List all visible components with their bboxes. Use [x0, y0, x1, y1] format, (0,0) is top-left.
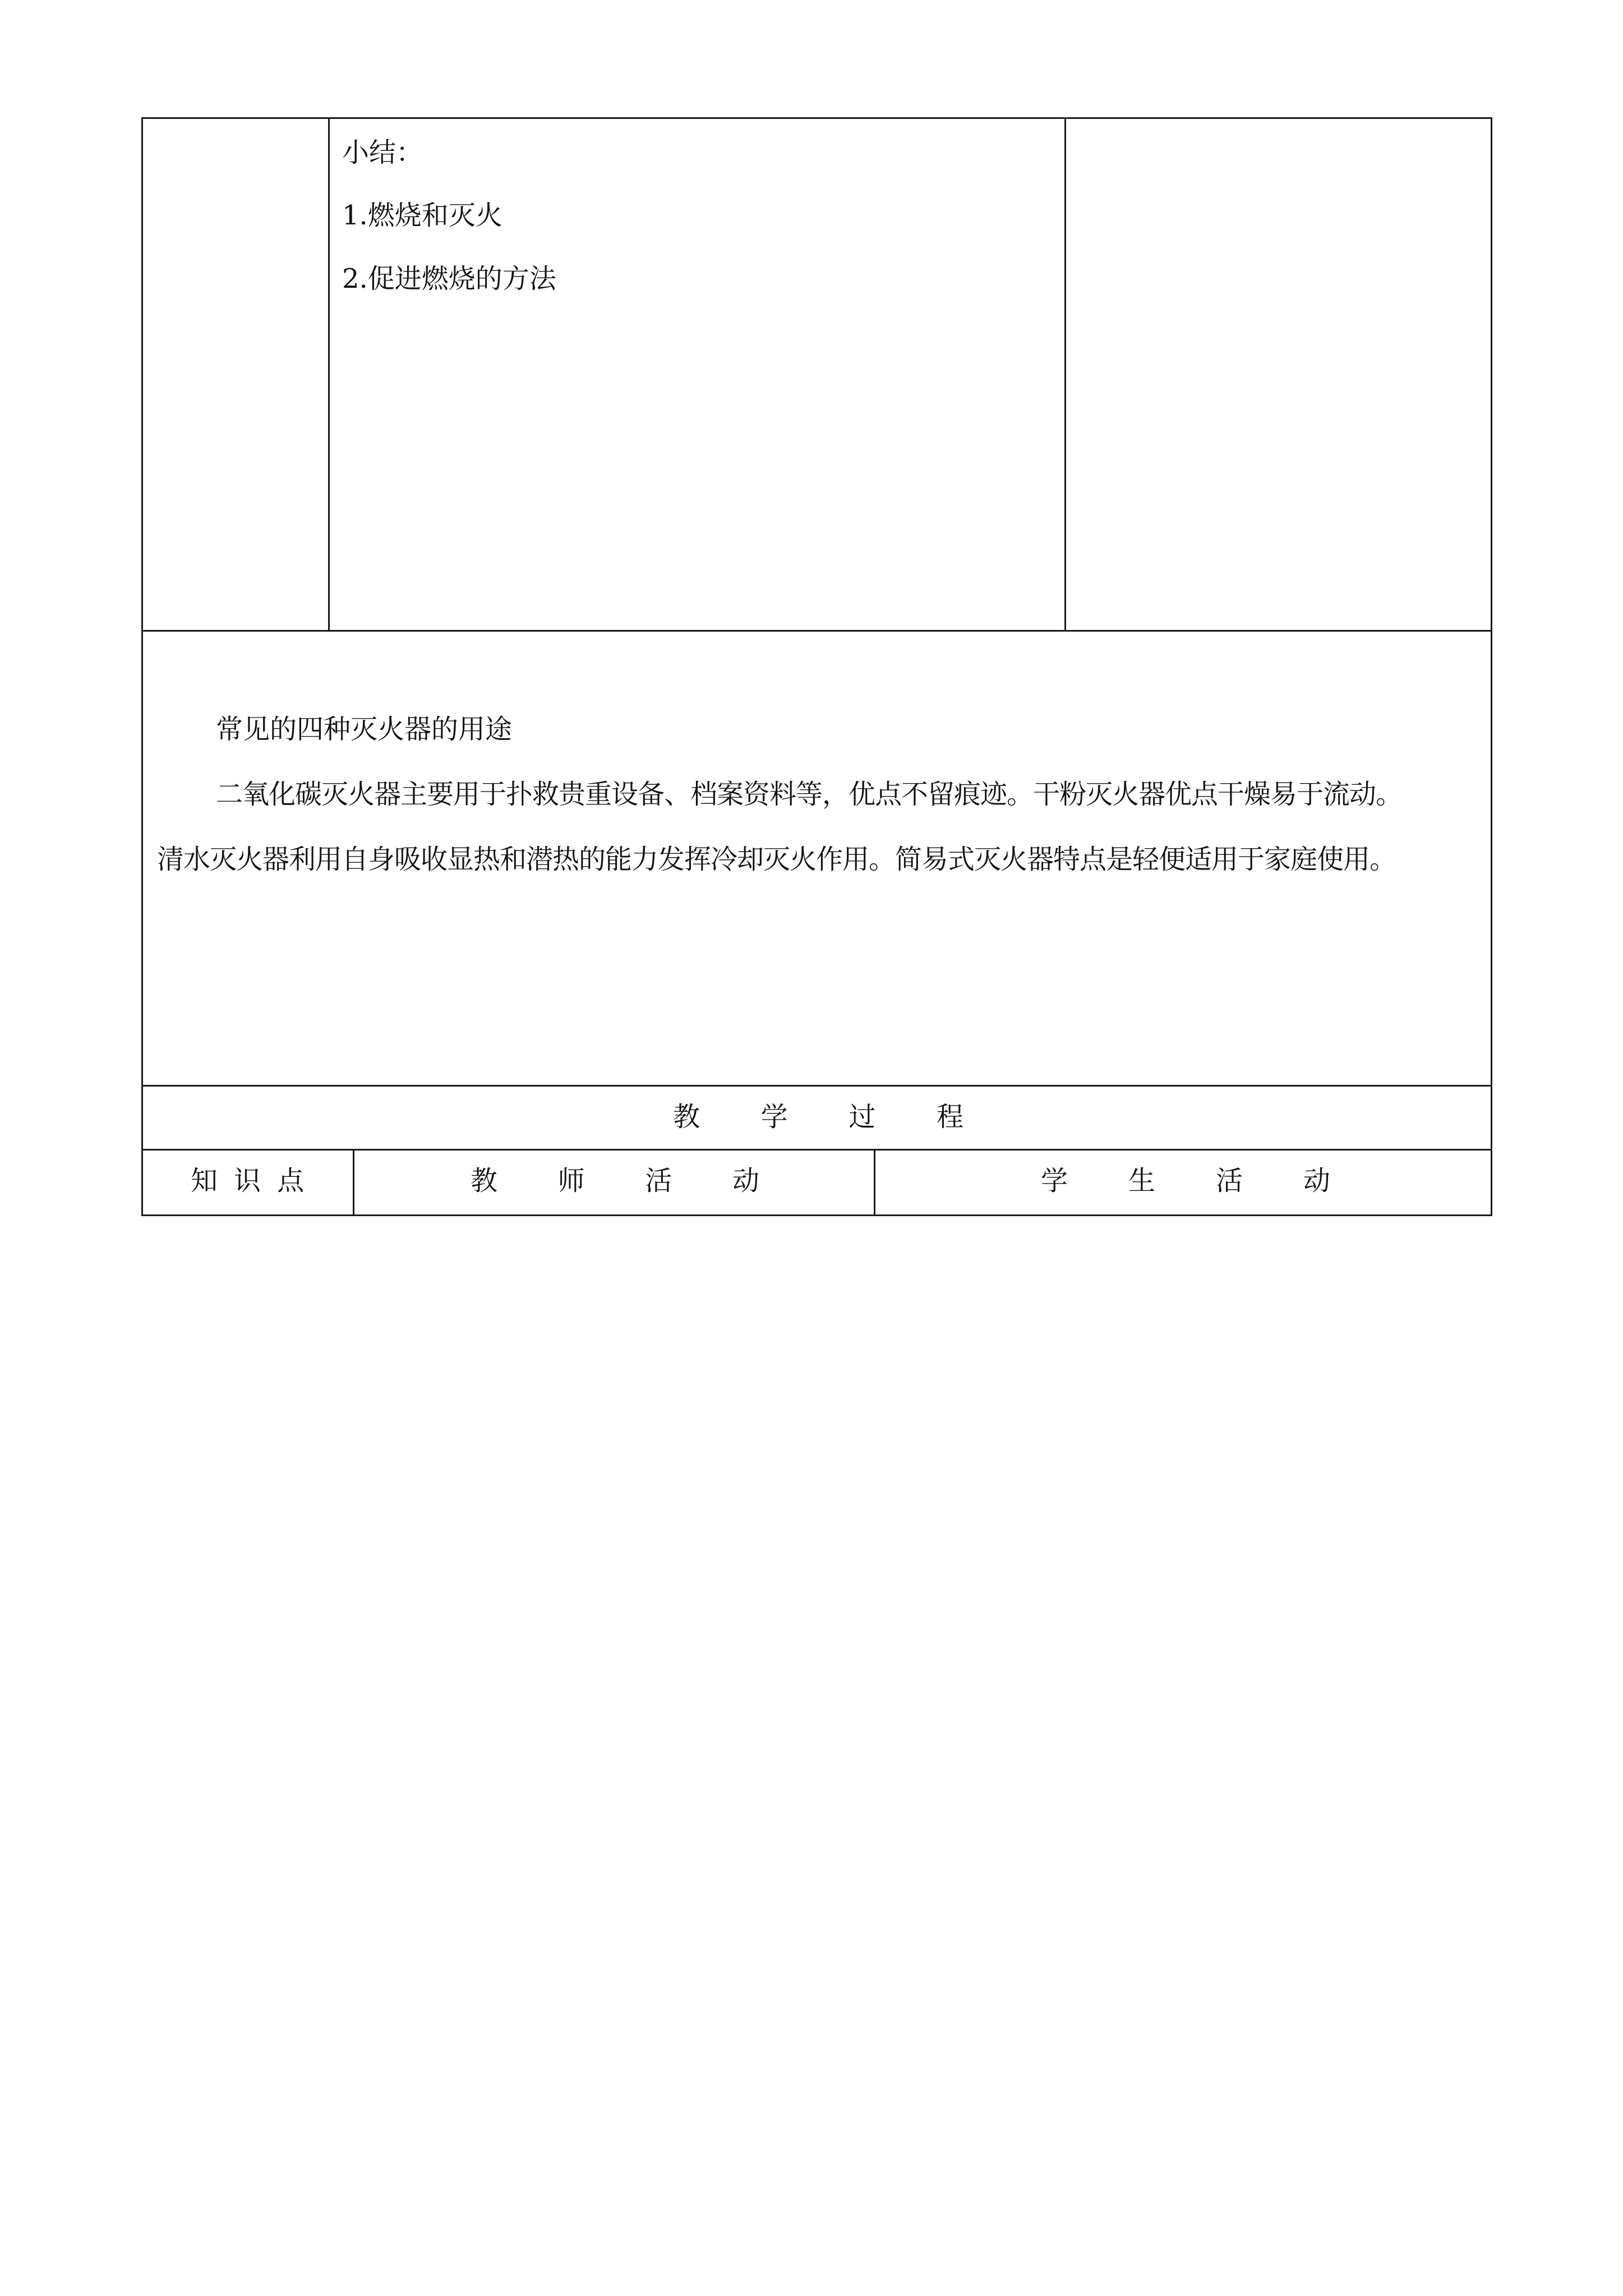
- extension-body-line-1: 二氧化碳灭火器主要用于扑救贵重设备、档案资料等，优点不留痕迹。干粉灭火器优点干燥易于流动。: [216, 779, 1403, 810]
- student-char-2: 生: [1128, 1165, 1155, 1197]
- process-border-middle: [141, 1149, 1492, 1151]
- process-col-divider-1: [353, 1149, 354, 1216]
- knowledge-char-3: 点: [276, 1165, 304, 1197]
- table-border-right: [1491, 117, 1492, 632]
- table-border-row1-bottom: [141, 630, 1492, 632]
- column-header-student: [1041, 1165, 1330, 1197]
- knowledge-char-1: 知: [191, 1165, 218, 1197]
- teacher-char-2: 师: [557, 1165, 585, 1197]
- column-header-knowledge: [191, 1165, 304, 1197]
- summary-item-2: 2.促进燃烧的方法: [342, 263, 556, 295]
- teacher-char-1: 教: [471, 1165, 498, 1197]
- process-border-bottom: [141, 1214, 1492, 1216]
- process-border-left: [141, 1085, 143, 1216]
- extension-title: 常见的四种灭火器的用途: [216, 714, 513, 745]
- table-col-divider-1: [328, 117, 330, 632]
- extension-border-left: [141, 630, 143, 1087]
- student-char-1: 学: [1041, 1165, 1068, 1197]
- knowledge-char-2: 识: [233, 1165, 261, 1197]
- process-title-char-4: 程: [936, 1101, 963, 1133]
- table-col-divider-2: [1064, 117, 1066, 632]
- process-title-char-3: 过: [849, 1101, 876, 1133]
- process-title-char-1: 教: [673, 1101, 700, 1133]
- process-border-right: [1491, 1085, 1492, 1216]
- teacher-char-4: 动: [732, 1165, 759, 1197]
- table-border-top: [141, 117, 1492, 119]
- column-header-teacher: [471, 1165, 759, 1197]
- summary-item-1: 1.燃烧和灭火: [342, 200, 502, 231]
- extension-border-right: [1491, 630, 1492, 1087]
- summary-heading: 小结：: [342, 137, 423, 168]
- student-char-4: 动: [1303, 1165, 1330, 1197]
- extension-body-line-2: 清水灭火器利用自身吸收显热和潜热的能力发挥冷却灭火作用。简易式灭火器特点是轻便适用于家庭使用。: [157, 844, 1396, 875]
- student-char-3: 活: [1215, 1165, 1243, 1197]
- process-title-char-2: 学: [760, 1101, 788, 1133]
- process-col-divider-2: [874, 1149, 875, 1216]
- process-title: [673, 1101, 963, 1133]
- teacher-char-3: 活: [645, 1165, 672, 1197]
- process-border-top: [141, 1085, 1492, 1087]
- table-border-left: [141, 117, 143, 632]
